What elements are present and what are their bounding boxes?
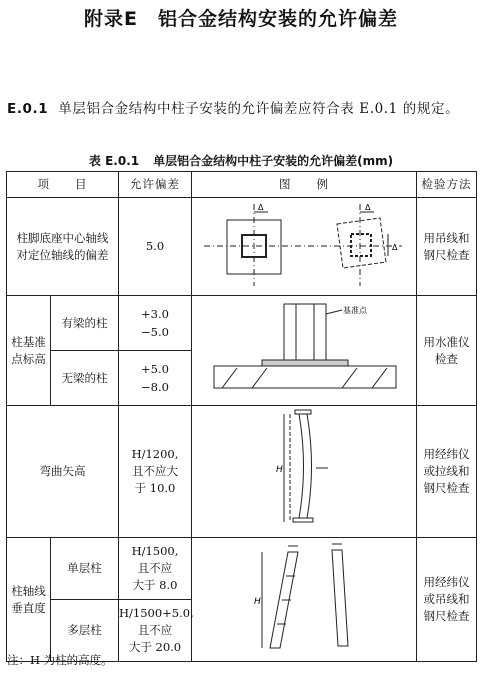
item-elevation-beam: 有梁的柱 xyxy=(51,296,119,351)
table-number: 表 E.0.1 xyxy=(88,154,140,168)
method-base: 用吊线和钢尺检查 xyxy=(417,198,477,296)
tolerance-line: 且不应 xyxy=(137,561,173,575)
method-elevation: 用水准仪检查 xyxy=(417,296,477,406)
tolerance-minus: −8.0 xyxy=(141,380,169,394)
delta-label-right: Δ xyxy=(365,203,371,212)
tolerance-base: 5.0 xyxy=(119,198,192,296)
tolerance-bending xyxy=(119,406,192,538)
header-item: 项 目 xyxy=(7,172,119,198)
group-elevation: 柱基准点标高 xyxy=(7,296,51,406)
item-base: 柱脚底座中心轴线对定位轴线的偏差 xyxy=(7,198,119,296)
tolerance-plus: +3.0 xyxy=(141,307,169,321)
base-offset-diagram xyxy=(192,198,416,290)
method-axis: 用经纬仪或吊线和钢尺检查 xyxy=(417,538,477,662)
figure-bending-diagram xyxy=(192,406,417,538)
section-number: E.0.1 xyxy=(7,101,49,117)
table-row xyxy=(7,296,477,351)
tolerance-line: 且不应 xyxy=(137,623,173,637)
tolerance-elevation-beam xyxy=(119,296,192,351)
header-method: 检验方法 xyxy=(417,172,477,198)
section-paragraph xyxy=(7,96,477,122)
tolerance-axis-single xyxy=(119,538,192,600)
section-text: 单层铝合金结构中柱子安装的允许偏差应符合表 E.0.1 的规定。 xyxy=(58,101,460,117)
item-elevation-nobeam: 无梁的柱 xyxy=(51,351,119,406)
header-figure: 图 例 xyxy=(192,172,417,198)
table-header-row xyxy=(7,172,477,198)
elevation-diagram xyxy=(192,296,416,400)
delta-label-side: Δ xyxy=(392,243,398,252)
tolerance-line: H/1500, xyxy=(131,544,179,558)
tolerance-line: H/1200, xyxy=(131,447,179,461)
table-caption-text: 单层铝合金结构中柱子安装的允许偏差(mm) xyxy=(153,154,394,168)
figure-elevation-diagram xyxy=(192,296,417,406)
tolerance-line: 于 10.0 xyxy=(134,481,176,495)
figure-axis-diagram xyxy=(192,538,417,662)
table-row xyxy=(7,198,477,296)
tolerance-plus: +5.0 xyxy=(141,362,169,376)
group-axis: 柱轴线垂直度 xyxy=(7,538,51,662)
item-axis-single: 单层柱 xyxy=(51,538,119,600)
table-row xyxy=(7,538,477,600)
height-label: H xyxy=(276,465,283,475)
table-row xyxy=(7,406,477,538)
page-title: 附录E 铝合金结构安装的允许偏差 xyxy=(84,8,398,30)
tolerance-elevation-nobeam xyxy=(119,351,192,406)
delta-label-left: Δ xyxy=(258,203,264,212)
datum-point-label: 基准点 xyxy=(343,306,367,315)
tolerance-line: 且不应大 xyxy=(132,464,178,478)
method-bending: 用经纬仪或拉线和钢尺检查 xyxy=(417,406,477,538)
verticality-diagram xyxy=(192,538,416,656)
tolerance-line: H/1500+5.0, xyxy=(119,606,194,620)
table-note: 注：H 为柱的高度。 xyxy=(7,653,113,667)
item-axis-multi: 多层柱 xyxy=(51,600,119,662)
figure-base-diagram xyxy=(192,198,417,296)
tolerance-line: 大于 20.0 xyxy=(128,640,182,654)
height-label: H xyxy=(254,597,261,607)
header-tolerance: 允许偏差 xyxy=(119,172,192,198)
item-bending: 弯曲矢高 xyxy=(7,406,119,538)
table-caption xyxy=(0,152,482,169)
tolerance-line: 大于 8.0 xyxy=(132,578,178,592)
tolerance-table xyxy=(6,171,477,662)
tolerance-minus: −5.0 xyxy=(141,325,169,339)
tolerance-axis-multi xyxy=(119,600,192,662)
bending-diagram xyxy=(192,406,416,532)
